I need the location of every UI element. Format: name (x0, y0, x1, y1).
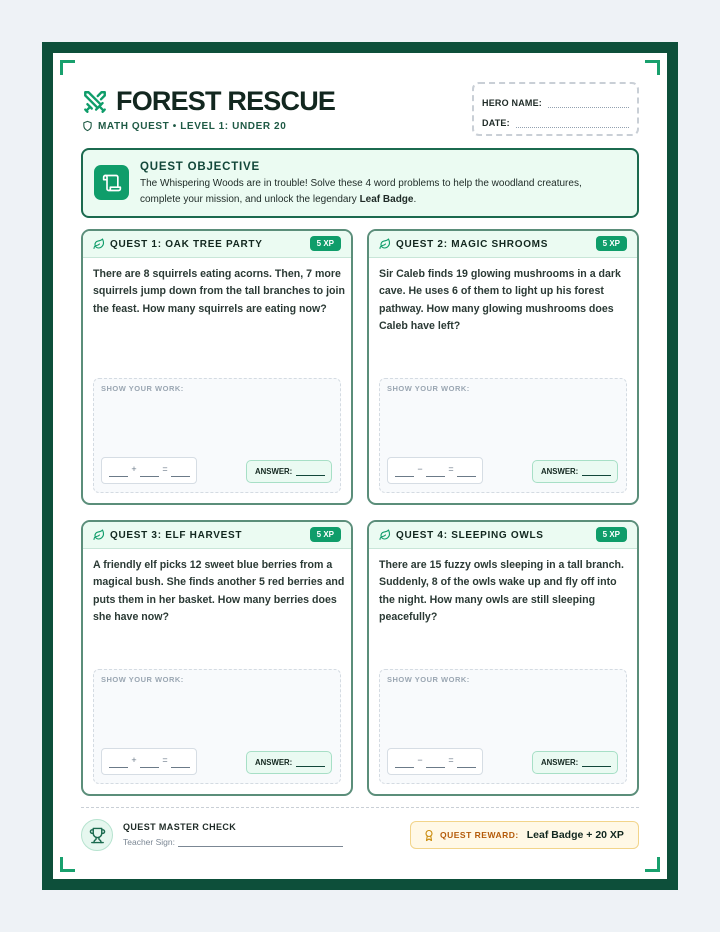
teacher-sign-label: Teacher Sign: (123, 837, 175, 847)
quest-problem-text: There are 8 squirrels eating acorns. Then, 7 more squirrels jump down from the tall branches to join the feast. How many squirrels are eating now? (93, 268, 345, 315)
show-work-area[interactable] (379, 669, 627, 784)
equation-blank-1[interactable] (395, 476, 414, 477)
quest-header (369, 231, 637, 258)
objective-text-body: The Whispering Woods are in trouble! Solve these 4 word problems to help the woodland creatures, complete your mission, and unlock the legendary (140, 178, 582, 205)
quest-header (83, 522, 351, 549)
hero-info-box (472, 82, 639, 136)
equation-box (101, 457, 197, 484)
xp-badge: 5 XP (596, 236, 627, 251)
quest-title: QUEST 1: OAK TREE PARTY (110, 238, 263, 250)
equation-operator: + (131, 464, 137, 474)
xp-badge: 5 XP (310, 236, 341, 251)
quest-problem-text: Sir Caleb finds 19 glowing mushrooms in a dark cave. He uses 6 of them to light up his forest pathway. How many glowing mushrooms does Caleb have left? (379, 268, 621, 332)
quest-master-check-title: QUEST MASTER CHECK (123, 822, 237, 832)
quest-header (369, 522, 637, 549)
corner-mark (60, 857, 75, 872)
show-work-label: SHOW YOUR WORK: (387, 675, 470, 684)
equation-blank-2[interactable] (140, 476, 159, 477)
equation-operator: − (417, 464, 423, 474)
equation-box (101, 748, 197, 775)
equation-equals: = (448, 755, 454, 765)
award-medal-icon (423, 829, 435, 842)
quest-title: QUEST 3: ELF HARVEST (110, 529, 243, 541)
show-work-label: SHOW YOUR WORK: (101, 675, 184, 684)
date-field[interactable] (516, 118, 629, 128)
equation-blank-3[interactable] (171, 767, 190, 768)
teacher-sign-row (123, 837, 343, 847)
quest-objective-panel (81, 148, 639, 218)
answer-field[interactable] (582, 467, 611, 476)
quest-problem-text: There are 15 fuzzy owls sleeping in a tall branch. Suddenly, 8 of the owls wake up and fly off into the night. How many owls are still sleeping peacefully? (379, 559, 624, 623)
quest-card-2 (367, 229, 639, 505)
objective-text (140, 176, 625, 207)
quest-title: QUEST 4: SLEEPING OWLS (396, 529, 544, 541)
quest-title: QUEST 2: MAGIC SHROOMS (396, 238, 549, 250)
equation-blank-2[interactable] (140, 767, 159, 768)
objective-text-end: . (413, 193, 417, 205)
objective-badge-name: Leaf Badge (359, 193, 414, 205)
quest-card-4 (367, 520, 639, 796)
shield-icon (82, 120, 93, 132)
hero-name-label: HERO NAME: (482, 98, 542, 108)
objective-icon-tile (94, 165, 129, 200)
answer-label: ANSWER: (255, 467, 293, 476)
quest-problem-text: A friendly elf picks 12 sweet blue berries from a magical bush. She finds another 5 red berries and puts them in her basket. How many berries does she have now? (93, 559, 345, 623)
worksheet (53, 53, 667, 879)
answer-label: ANSWER: (541, 467, 579, 476)
leaf-icon (379, 529, 391, 541)
answer-field[interactable] (296, 758, 325, 767)
reward-label: QUEST REWARD: (440, 830, 519, 840)
reward-value: Leaf Badge + 20 XP (526, 829, 624, 841)
equation-blank-3[interactable] (171, 476, 190, 477)
answer-label: ANSWER: (541, 758, 579, 767)
equation-blank-1[interactable] (109, 767, 128, 768)
equation-blank-1[interactable] (395, 767, 414, 768)
trophy-icon (89, 827, 106, 844)
equation-equals: = (448, 464, 454, 474)
show-work-area[interactable] (93, 669, 341, 784)
date-row (482, 114, 629, 128)
quest-card-3 (81, 520, 353, 796)
objective-title: QUEST OBJECTIVE (140, 161, 260, 173)
answer-box (532, 460, 618, 483)
quest-card-1 (81, 229, 353, 505)
corner-mark (645, 857, 660, 872)
page-subtitle: MATH QUEST • LEVEL 1: UNDER 20 (98, 120, 287, 132)
footer-divider (81, 807, 639, 808)
show-work-area[interactable] (93, 378, 341, 493)
xp-badge: 5 XP (596, 527, 627, 542)
answer-box (246, 751, 332, 774)
equation-equals: = (162, 464, 168, 474)
equation-blank-2[interactable] (426, 767, 445, 768)
equation-blank-3[interactable] (457, 767, 476, 768)
equation-box (387, 457, 483, 484)
leaf-icon (379, 238, 391, 250)
equation-equals: = (162, 755, 168, 765)
equation-blank-2[interactable] (426, 476, 445, 477)
date-label: DATE: (482, 118, 510, 128)
show-work-area[interactable] (379, 378, 627, 493)
trophy-badge (81, 819, 113, 851)
answer-field[interactable] (296, 467, 325, 476)
hero-name-row (482, 94, 629, 108)
title-row (82, 86, 335, 117)
subtitle-row (82, 120, 286, 132)
answer-box (532, 751, 618, 774)
show-work-label: SHOW YOUR WORK: (101, 384, 184, 393)
leaf-icon (93, 529, 105, 541)
leaf-icon (93, 238, 105, 250)
hero-name-field[interactable] (548, 98, 629, 108)
scroll-icon (102, 173, 122, 193)
quest-reward-box (410, 821, 639, 849)
page-title: FOREST RESCUE (116, 86, 336, 116)
equation-operator: + (131, 755, 137, 765)
crossed-swords-icon (82, 89, 108, 115)
quest-header (83, 231, 351, 258)
show-work-label: SHOW YOUR WORK: (387, 384, 470, 393)
equation-operator: − (417, 755, 423, 765)
answer-label: ANSWER: (255, 758, 293, 767)
answer-field[interactable] (582, 758, 611, 767)
equation-box (387, 748, 483, 775)
equation-blank-1[interactable] (109, 476, 128, 477)
corner-mark (60, 60, 75, 75)
xp-badge: 5 XP (310, 527, 341, 542)
teacher-sign-field[interactable] (178, 838, 343, 847)
corner-mark (645, 60, 660, 75)
equation-blank-3[interactable] (457, 476, 476, 477)
answer-box (246, 460, 332, 483)
